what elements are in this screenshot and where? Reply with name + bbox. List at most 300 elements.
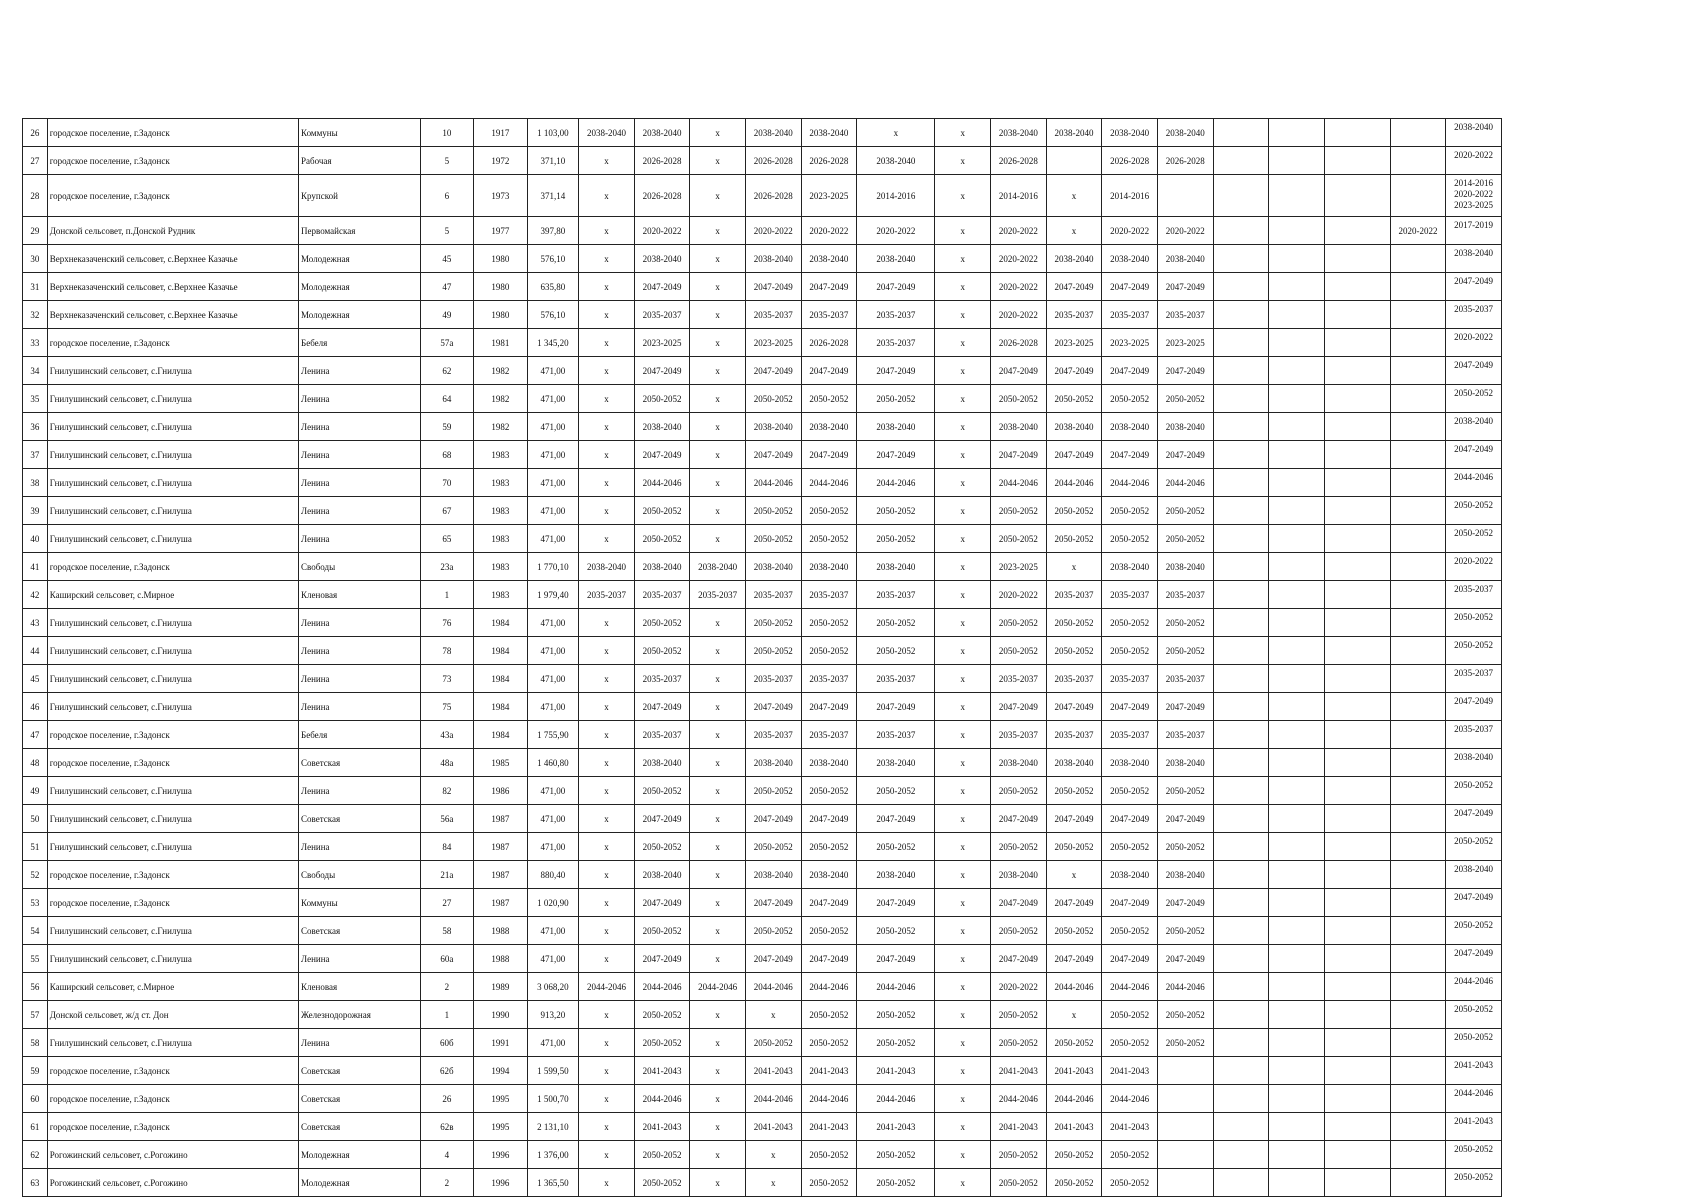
period-cell: [1213, 1001, 1269, 1029]
period-cell: 2038-2040: [579, 119, 635, 147]
period-cell: [1390, 861, 1446, 889]
house-number: 5: [420, 217, 474, 245]
period-cell: 2050-2052: [634, 917, 690, 945]
period-cell: х: [935, 1085, 991, 1113]
table-row: [23, 497, 1601, 525]
settlement-name: городское поселение, г.Задонск: [47, 749, 298, 777]
period-cell: 2026-2028: [745, 147, 801, 175]
period-cell: 2038-2040: [690, 553, 746, 581]
house-number: 4: [420, 1141, 474, 1169]
period-cell: 2038-2040: [745, 119, 801, 147]
period-cell: 2047-2049: [991, 889, 1047, 917]
period-cell: 2047-2049: [634, 357, 690, 385]
period-cell: 2035-2037: [634, 301, 690, 329]
period-cell: [1324, 945, 1390, 973]
period-cell: [1324, 217, 1390, 245]
period-cell: 2047-2049: [1102, 441, 1158, 469]
period-cell: 2041-2043: [1046, 1057, 1102, 1085]
period-cell: [1446, 175, 1502, 217]
period-cell: 2038-2040: [1102, 861, 1158, 889]
period-cell: 2047-2049: [745, 945, 801, 973]
period-cell: 2035-2037: [801, 301, 857, 329]
period-cell: [1324, 665, 1390, 693]
period-cell: 2047-2049: [1046, 945, 1102, 973]
street-name: Бебеля: [299, 721, 421, 749]
planned-period-cell: 2035-2037: [1446, 581, 1502, 609]
build-year: 1986: [474, 777, 528, 805]
period-cell: 2047-2049: [634, 441, 690, 469]
period-cell: 2050-2052: [1157, 637, 1213, 665]
build-year: 1982: [474, 357, 528, 385]
house-number: 2: [420, 973, 474, 1001]
settlement-name: Гнилушинский сельсовет, с.Гнилуша: [47, 1029, 298, 1057]
period-cell: 2044-2046: [991, 469, 1047, 497]
period-cell: [1213, 273, 1269, 301]
period-cell: х: [690, 385, 746, 413]
house-number: 45: [420, 245, 474, 273]
period-cell: 2038-2040: [991, 861, 1047, 889]
period-cell: 2050-2052: [1102, 497, 1158, 525]
row-number: 33: [23, 329, 48, 357]
build-year: 1984: [474, 609, 528, 637]
table-row: [23, 973, 1601, 1001]
period-cell: х: [935, 441, 991, 469]
build-year: 1996: [474, 1141, 528, 1169]
period-cell: [1213, 469, 1269, 497]
period-cell: 2050-2052: [634, 385, 690, 413]
period-cell: х: [690, 1001, 746, 1029]
period-cell: х: [579, 357, 635, 385]
build-year: 1983: [474, 497, 528, 525]
row-number: 54: [23, 917, 48, 945]
period-cell: [1269, 805, 1325, 833]
total-area: 1 979,40: [527, 581, 579, 609]
period-cell: х: [690, 441, 746, 469]
period-cell: [1390, 469, 1446, 497]
period-cell: 2020-2022: [1390, 217, 1446, 245]
row-number: 43: [23, 609, 48, 637]
table-row: [23, 441, 1601, 469]
house-number: 76: [420, 609, 474, 637]
settlement-name: Каширский сельсовет, с.Мирное: [47, 973, 298, 1001]
period-cell: х: [579, 273, 635, 301]
planned-period-cell: 2038-2040: [1446, 119, 1502, 147]
period-cell: [1213, 175, 1269, 217]
row-number: 30: [23, 245, 48, 273]
period-cell: х: [1046, 1001, 1102, 1029]
settlement-name: Гнилушинский сельсовет, с.Гнилуша: [47, 805, 298, 833]
period-cell: 2050-2052: [991, 1029, 1047, 1057]
period-cell: 2038-2040: [745, 861, 801, 889]
period-cell: [1269, 749, 1325, 777]
street-name: Молодежная: [299, 245, 421, 273]
period-cell: х: [690, 273, 746, 301]
period-cell: [1213, 721, 1269, 749]
planned-period-cell: 2020-2022: [1446, 147, 1502, 175]
period-cell: 2047-2049: [1157, 805, 1213, 833]
build-year: 1988: [474, 917, 528, 945]
period-cell: [1213, 1113, 1269, 1141]
period-cell: 2050-2052: [991, 1169, 1047, 1197]
period-cell: 2041-2043: [1102, 1113, 1158, 1141]
period-cell: [1324, 1113, 1390, 1141]
total-area: 1 345,20: [527, 329, 579, 357]
period-cell: х: [690, 245, 746, 273]
row-number: 27: [23, 147, 48, 175]
period-cell: 2050-2052: [634, 1141, 690, 1169]
period-cell: 2041-2043: [801, 1113, 857, 1141]
period-cell: [1269, 497, 1325, 525]
total-area: 471,00: [527, 385, 579, 413]
period-cell: [1213, 217, 1269, 245]
settlement-name: Верхнеказаченский сельсовет, с.Верхнее Казачье: [47, 245, 298, 273]
street-name: Советская: [299, 805, 421, 833]
total-area: 2 131,10: [527, 1113, 579, 1141]
period-cell: 2041-2043: [1102, 1057, 1158, 1085]
period-cell: х: [579, 525, 635, 553]
period-cell: 2035-2037: [1046, 581, 1102, 609]
period-cell: 2020-2022: [991, 301, 1047, 329]
period-cell: 2050-2052: [745, 1029, 801, 1057]
row-number: 52: [23, 861, 48, 889]
period-cell: х: [579, 637, 635, 665]
period-cell: х: [579, 805, 635, 833]
house-number: 75: [420, 693, 474, 721]
street-name: Молодежная: [299, 301, 421, 329]
period-cell: [1213, 637, 1269, 665]
settlement-name: Рогожинский сельсовет, с.Рогожино: [47, 1141, 298, 1169]
period-cell: 2035-2037: [801, 665, 857, 693]
period-cell: [1390, 1029, 1446, 1057]
period-cell: [1324, 245, 1390, 273]
period-cell: 2035-2037: [1157, 665, 1213, 693]
period-cell: 2050-2052: [1102, 385, 1158, 413]
settlement-name: городское поселение, г.Задонск: [47, 1057, 298, 1085]
period-cell: 2050-2052: [991, 637, 1047, 665]
period-cell: 2047-2049: [801, 357, 857, 385]
period-cell: х: [690, 1029, 746, 1057]
settlement-name: Гнилушинский сельсовет, с.Гнилуша: [47, 497, 298, 525]
row-number: 53: [23, 889, 48, 917]
period-cell: 2035-2037: [857, 665, 935, 693]
planned-period-cell: 2041-2043: [1446, 1113, 1502, 1141]
period-cell: 2050-2052: [634, 637, 690, 665]
planned-period-cell: 2050-2052: [1446, 497, 1502, 525]
period-cell: 2038-2040: [801, 119, 857, 147]
period-cell: [1324, 441, 1390, 469]
period-cell: х: [745, 1141, 801, 1169]
period-cell: 2050-2052: [745, 917, 801, 945]
period-cell: х: [935, 581, 991, 609]
settlement-name: Каширский сельсовет, с.Мирное: [47, 581, 298, 609]
total-area: 471,00: [527, 917, 579, 945]
period-cell: 2038-2040: [991, 749, 1047, 777]
build-year: 1987: [474, 889, 528, 917]
period-cell: 2035-2037: [745, 581, 801, 609]
period-cell: х: [935, 833, 991, 861]
period-cell: х: [935, 413, 991, 441]
total-area: 1 376,00: [527, 1141, 579, 1169]
house-number: 67: [420, 497, 474, 525]
period-cell: [1269, 385, 1325, 413]
period-cell: х: [579, 665, 635, 693]
period-cell: х: [579, 329, 635, 357]
house-number: 26: [420, 1085, 474, 1113]
total-area: 1 755,90: [527, 721, 579, 749]
period-cell: [1390, 525, 1446, 553]
period-cell: х: [579, 889, 635, 917]
build-year: 1973: [474, 175, 528, 217]
period-cell: 2026-2028: [801, 147, 857, 175]
period-cell: 2035-2037: [745, 665, 801, 693]
period-cell: 2050-2052: [1102, 833, 1158, 861]
period-cell: [1269, 861, 1325, 889]
period-cell: [1324, 469, 1390, 497]
house-number: 62в: [420, 1113, 474, 1141]
period-cell: 2038-2040: [857, 553, 935, 581]
period-cell: 2050-2052: [634, 609, 690, 637]
total-area: 471,00: [527, 1029, 579, 1057]
period-cell: [1390, 147, 1446, 175]
period-cell: [1390, 693, 1446, 721]
period-cell: [1157, 1169, 1213, 1197]
period-cell: 2050-2052: [634, 1029, 690, 1057]
period-cell: 2038-2040: [745, 413, 801, 441]
period-cell: х: [690, 917, 746, 945]
period-cell: 2035-2037: [1102, 665, 1158, 693]
period-cell: 2050-2052: [991, 1141, 1047, 1169]
period-cell: [1269, 553, 1325, 581]
period-cell: 2050-2052: [634, 525, 690, 553]
period-cell: [1390, 441, 1446, 469]
period-cell: [1390, 1057, 1446, 1085]
period-cell: 2050-2052: [857, 1141, 935, 1169]
total-area: 1 103,00: [527, 119, 579, 147]
row-number: 40: [23, 525, 48, 553]
period-cell: 2050-2052: [857, 777, 935, 805]
period-cell: [1157, 175, 1213, 217]
house-number: 21а: [420, 861, 474, 889]
planned-period-cell: 2050-2052: [1446, 1001, 1502, 1029]
street-name: Ленина: [299, 945, 421, 973]
period-cell: 2047-2049: [1102, 273, 1158, 301]
house-number: 68: [420, 441, 474, 469]
row-number: 62: [23, 1141, 48, 1169]
period-cell: х: [579, 861, 635, 889]
period-cell: х: [935, 553, 991, 581]
build-year: 1988: [474, 945, 528, 973]
settlement-name: Гнилушинский сельсовет, с.Гнилуша: [47, 385, 298, 413]
period-cell: 2047-2049: [1102, 357, 1158, 385]
build-year: 1987: [474, 833, 528, 861]
house-number: 6: [420, 175, 474, 217]
period-cell: х: [1046, 217, 1102, 245]
period-cell: [1269, 441, 1325, 469]
period-cell: х: [935, 119, 991, 147]
street-name: Коммуны: [299, 889, 421, 917]
period-cell: х: [690, 805, 746, 833]
period-cell: 2020-2022: [991, 273, 1047, 301]
period-cell: [1213, 833, 1269, 861]
period-cell: [1213, 1141, 1269, 1169]
period-cell: [1324, 805, 1390, 833]
period-cell: 2020-2022: [991, 217, 1047, 245]
period-cell: [1390, 889, 1446, 917]
period-cell: 2047-2049: [634, 805, 690, 833]
period-cell: 2041-2043: [857, 1113, 935, 1141]
period-cell: х: [690, 357, 746, 385]
planned-period-cell: 2047-2049: [1446, 889, 1502, 917]
street-name: Ленина: [299, 609, 421, 637]
period-cell: [1324, 413, 1390, 441]
period-cell: 2038-2040: [1157, 749, 1213, 777]
period-cell: 2041-2043: [857, 1057, 935, 1085]
period-cell: х: [579, 749, 635, 777]
period-cell: 2047-2049: [991, 945, 1047, 973]
street-name: Ленина: [299, 1029, 421, 1057]
period-cell: 2041-2043: [634, 1057, 690, 1085]
period-cell: х: [745, 1169, 801, 1197]
period-cell: [1213, 1029, 1269, 1057]
period-cell: [1269, 581, 1325, 609]
period-cell: 2035-2037: [1046, 721, 1102, 749]
period-cell: х: [935, 889, 991, 917]
period-cell: 2035-2037: [1157, 301, 1213, 329]
period-cell: х: [690, 889, 746, 917]
build-year: 1984: [474, 693, 528, 721]
period-cell: [1324, 581, 1390, 609]
settlement-name: Гнилушинский сельсовет, с.Гнилуша: [47, 833, 298, 861]
period-cell: х: [935, 497, 991, 525]
period-cell: 2050-2052: [1157, 525, 1213, 553]
planned-period-cell: 2038-2040: [1446, 413, 1502, 441]
period-cell: х: [579, 1057, 635, 1085]
period-cell: 2041-2043: [745, 1113, 801, 1141]
house-number: 64: [420, 385, 474, 413]
build-year: 1980: [474, 245, 528, 273]
period-cell: 2047-2049: [745, 273, 801, 301]
table-row: [23, 609, 1601, 637]
period-cell: х: [579, 1001, 635, 1029]
period-cell: 2044-2046: [579, 973, 635, 1001]
period-cell: [1324, 833, 1390, 861]
period-cell: [1390, 553, 1446, 581]
period-cell: х: [935, 973, 991, 1001]
house-number: 60а: [420, 945, 474, 973]
period-cell: х: [579, 385, 635, 413]
period-cell: [1390, 1113, 1446, 1141]
period-cell: [1213, 413, 1269, 441]
street-name: Советская: [299, 1057, 421, 1085]
period-cell: [1213, 1085, 1269, 1113]
planned-period-cell: 2044-2046: [1446, 469, 1502, 497]
total-area: 3 068,20: [527, 973, 579, 1001]
build-year: 1982: [474, 413, 528, 441]
planned-period-cell: 2050-2052: [1446, 609, 1502, 637]
settlement-name: городское поселение, г.Задонск: [47, 119, 298, 147]
street-name: Ленина: [299, 413, 421, 441]
period-cell: [1324, 357, 1390, 385]
period-cell: х: [935, 147, 991, 175]
period-cell: 2050-2052: [1157, 777, 1213, 805]
period-cell: х: [579, 245, 635, 273]
period-cell: х: [690, 749, 746, 777]
house-number: 56а: [420, 805, 474, 833]
table-row: [23, 1085, 1601, 1113]
period-cell: 2035-2037: [579, 581, 635, 609]
period-cell: [1324, 777, 1390, 805]
period-cell: х: [745, 1001, 801, 1029]
build-year: 1981: [474, 329, 528, 357]
street-name: Ленина: [299, 385, 421, 413]
row-number: 59: [23, 1057, 48, 1085]
period-cell: х: [1046, 861, 1102, 889]
street-name: Ленина: [299, 441, 421, 469]
period-cell: [1269, 833, 1325, 861]
period-cell: 2050-2052: [1046, 637, 1102, 665]
row-number: 61: [23, 1113, 48, 1141]
planned-period-cell: 2050-2052: [1446, 1141, 1502, 1169]
table-row: [23, 175, 1601, 217]
period-cell: х: [690, 609, 746, 637]
period-cell: 2047-2049: [857, 441, 935, 469]
period-cell: 2038-2040: [1102, 413, 1158, 441]
period-cell: [1213, 665, 1269, 693]
period-cell: 2047-2049: [801, 889, 857, 917]
period-cell: [1324, 973, 1390, 1001]
period-cell: [1269, 147, 1325, 175]
period-cell: х: [690, 1113, 746, 1141]
period-cell: 2050-2052: [634, 777, 690, 805]
house-number: 2: [420, 1169, 474, 1197]
period-cell: 2038-2040: [1102, 119, 1158, 147]
period-cell: [1213, 357, 1269, 385]
row-number: 63: [23, 1169, 48, 1197]
table-row: [23, 777, 1601, 805]
period-cell: 2044-2046: [1102, 973, 1158, 1001]
build-year: 1984: [474, 637, 528, 665]
period-cell: [1324, 385, 1390, 413]
period-cell: 2050-2052: [1046, 1169, 1102, 1197]
period-cell: 2050-2052: [857, 609, 935, 637]
period-cell: 2038-2040: [745, 553, 801, 581]
period-cell: [1390, 301, 1446, 329]
planned-period-cell: 2047-2049: [1446, 805, 1502, 833]
period-cell: 2038-2040: [801, 749, 857, 777]
period-cell: [1269, 945, 1325, 973]
total-area: 635,80: [527, 273, 579, 301]
period-cell: [1390, 175, 1446, 217]
period-cell: [1157, 1141, 1213, 1169]
period-cell: 2047-2049: [634, 945, 690, 973]
period-cell: 2044-2046: [1102, 1085, 1158, 1113]
period-cell: 2050-2052: [801, 1029, 857, 1057]
period-cell: 2041-2043: [991, 1113, 1047, 1141]
house-number: 82: [420, 777, 474, 805]
period-cell: [1324, 525, 1390, 553]
period-cell: 2041-2043: [801, 1057, 857, 1085]
period-cell: 2050-2052: [991, 777, 1047, 805]
period-cell: [1324, 1057, 1390, 1085]
period-cell: 2050-2052: [857, 833, 935, 861]
period-cell: х: [579, 1141, 635, 1169]
period-cell: [1213, 525, 1269, 553]
period-cell: 2026-2028: [1157, 147, 1213, 175]
period-cell: 2047-2049: [634, 693, 690, 721]
period-cell: 2020-2022: [991, 245, 1047, 273]
house-number: 84: [420, 833, 474, 861]
period-cell: 2047-2049: [745, 889, 801, 917]
